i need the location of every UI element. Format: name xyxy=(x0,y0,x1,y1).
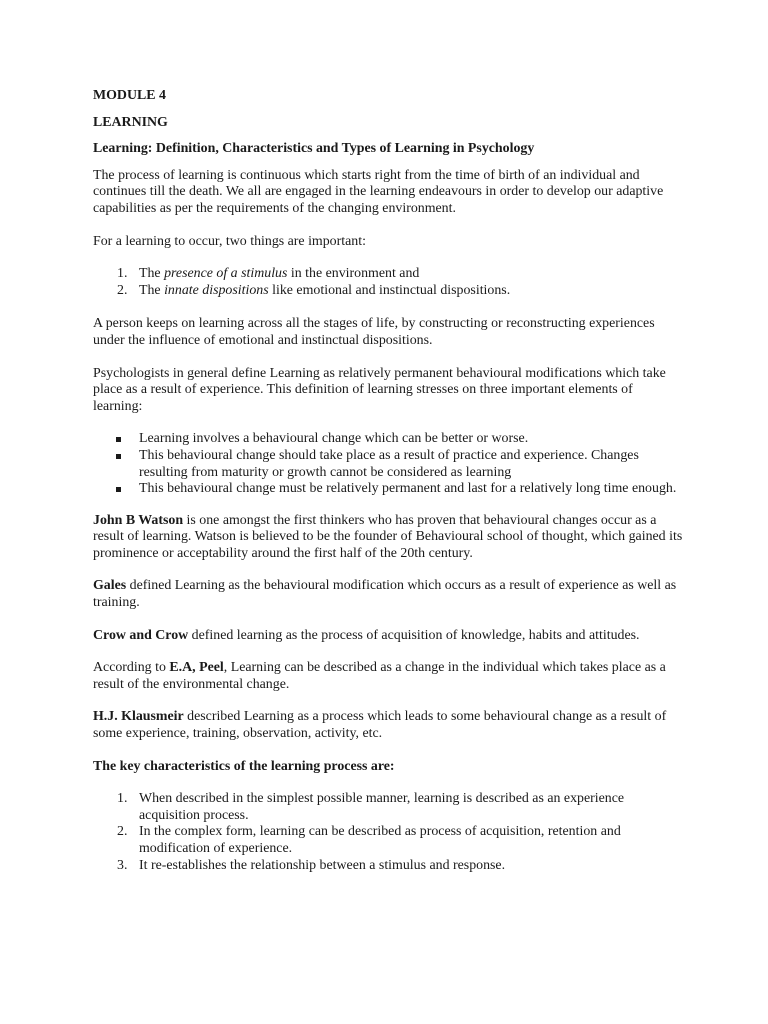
crow-paragraph: Crow and Crow defined learning as the process of acquisition of knowledge, habits and attitudes. xyxy=(93,627,640,643)
section-heading: LEARNING xyxy=(93,114,168,130)
conditions-lead: For a learning to occur, two things are important: xyxy=(93,233,366,249)
elements-list xyxy=(93,431,683,497)
psychologists-paragraph: Psychologists in general define Learning as relatively permanent behavioural modifications which take place as a result of experience. This definition of learning stresses on three important elements of learning: xyxy=(93,365,666,414)
list-item: This behavioural change should take place as a result of practice and experience. Changes resulting from maturity or growth cannot be considered as learning xyxy=(93,448,683,481)
list-item: 2. In the complex form, learning can be described as process of acquisition, retention and modification of experience. xyxy=(117,824,621,856)
conditions-list xyxy=(93,266,683,299)
square-bullet-icon xyxy=(116,454,121,459)
article-title: Learning: Definition, Characteristics and Types of Learning in Psychology xyxy=(93,141,535,157)
intro-paragraph: The process of learning is continuous which starts right from the time of birth of an individual and continues till the death. We all are engaged in the learning endeavours in order to develop our adaptive capabilities as per the requirements of the changing environment. xyxy=(93,167,664,216)
list-item: Learning involves a behavioural change which can be better or worse. xyxy=(93,431,683,448)
key-characteristics-list xyxy=(93,791,683,874)
key-characteristics-heading: The key characteristics of the learning process are: xyxy=(93,758,395,774)
document-content xyxy=(93,88,683,891)
square-bullet-icon xyxy=(116,437,121,442)
peel-paragraph: According to E.A, Peel, Learning can be described as a change in the individual which takes place as a result of the environmental change. xyxy=(93,660,666,692)
list-item: 1. The presence of a stimulus in the environment and xyxy=(117,266,420,282)
watson-paragraph: John B Watson is one amongst the first thinkers who has proven that behavioural changes occur as a result of learning. Watson is believed to be the founder of Behavioural school of thought, which gained its prominence or acceptability around the first half of the 20th century. xyxy=(93,512,683,561)
list-item: 2. The innate dispositions like emotional and instinctual dispositions. xyxy=(117,282,511,298)
list-item: 1. When described in the simplest possible manner, learning is described as an experience acquisition process. xyxy=(117,791,625,823)
square-bullet-icon xyxy=(116,487,121,492)
gales-paragraph: Gales defined Learning as the behavioural modification which occurs as a result of experience as well as training. xyxy=(93,578,677,611)
list-item: This behavioural change must be relatively permanent and last for a relatively long time enough. xyxy=(93,481,683,498)
module-label: MODULE 4 xyxy=(93,88,166,103)
person-paragraph: A person keeps on learning across all the stages of life, by constructing or reconstructing experiences under the influence of emotional and instinctual dispositions. xyxy=(93,316,655,348)
list-item: 3. It re-establishes the relationship between a stimulus and response. xyxy=(117,857,506,873)
klausmeir-paragraph: H.J. Klausmeir described Learning as a process which leads to some behavioural change as a result of some experience, training, observation, activity, etc. xyxy=(93,709,667,742)
